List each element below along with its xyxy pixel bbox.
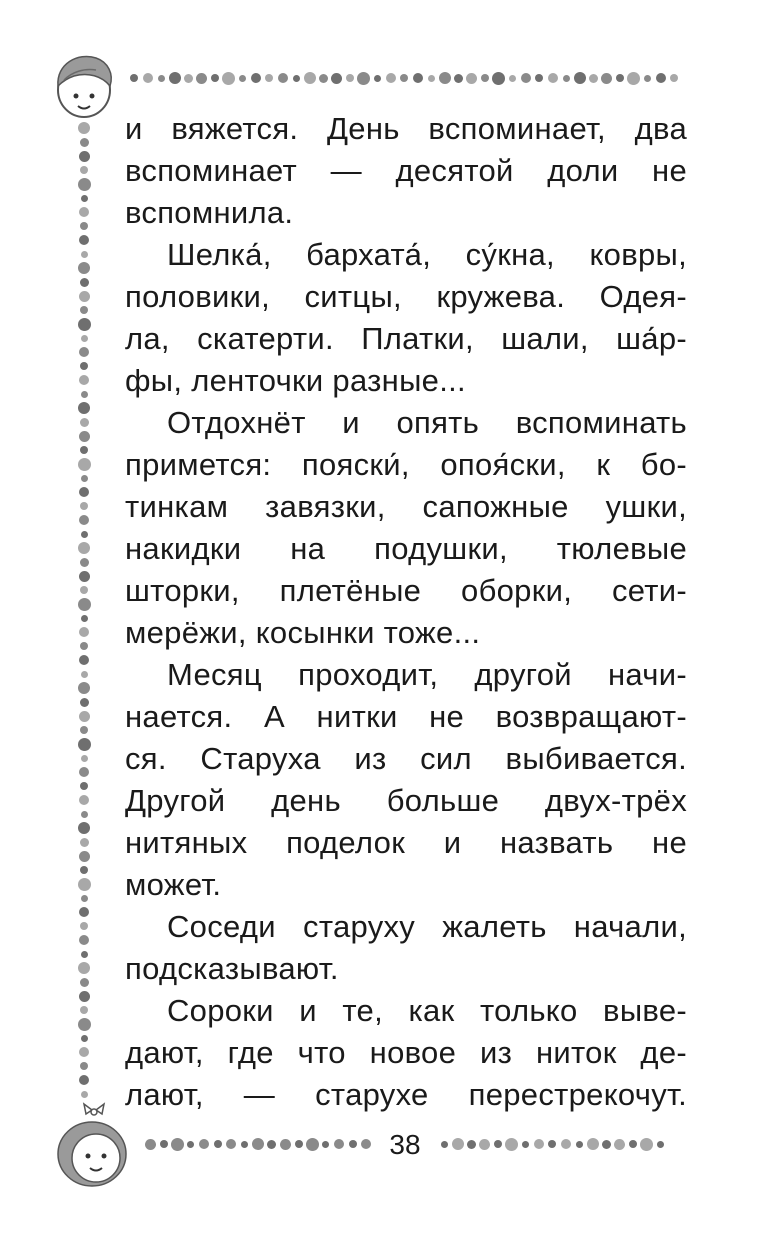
border-dot [80,726,88,734]
border-dot [80,362,88,370]
border-dot [80,1006,88,1014]
border-dot [130,74,138,82]
border-dot [293,75,300,82]
border-dot [226,1139,236,1149]
border-dot [400,74,408,82]
text-line: Соседи старуху жалеть начали, [167,909,687,944]
border-dot [79,235,89,245]
border-dot [78,738,91,751]
border-dot [78,402,90,414]
border-dot [627,72,640,85]
border-dot [78,262,90,274]
border-dot [80,446,88,454]
border-dot [80,306,88,314]
border-dot [79,795,89,805]
border-dot [81,811,88,818]
border-dot [640,1138,653,1151]
text-line: тинкам завязки, сапожные ушки, [125,489,687,524]
border-dot [79,991,90,1002]
text-line: нается. А нитки не возвращают- [125,699,687,734]
border-dot [78,178,91,191]
border-dot [265,74,273,82]
border-dot [79,151,90,162]
border-dot [616,74,624,82]
text-line: Отдохнёт и опять вспоминать [167,405,687,440]
border-dot [481,74,489,82]
border-dot [79,347,89,357]
border-dot [79,291,90,302]
border-dot [522,1141,529,1148]
border-dot [413,73,423,83]
border-dot [169,72,181,84]
border-dot [222,72,235,85]
border-dot [334,1139,344,1149]
border-dot [386,73,396,83]
border-dot [563,75,570,82]
text-line: лают, — старухе перестрекочут. [125,1077,687,1112]
border-dot [346,74,354,82]
text-line: нитяных поделок и назвать не [125,825,687,860]
border-dot [428,75,435,82]
border-dot [80,502,88,510]
border-dot [79,767,89,777]
border-dot [187,1141,194,1148]
border-dot [79,935,89,945]
border-dot [81,251,88,258]
border-dot [479,1139,490,1150]
border-dot [81,951,88,958]
border-dot [280,1139,291,1150]
border-dot [78,1018,91,1031]
border-dot [374,75,381,82]
border-dot [80,838,89,847]
border-dot [656,73,666,83]
border-dot [644,75,651,82]
border-dot [79,1047,89,1057]
border-dot [81,1091,88,1098]
text-line: примется: пояски́, опоя́ски, к бо- [125,447,687,482]
page-text [125,108,687,1116]
border-dot [160,1140,168,1148]
border-dot [357,72,370,85]
text-line: Месяц проходит, другой начи- [167,657,687,692]
border-dot [548,1140,556,1148]
text-line: дают, где что новое из ниток де- [125,1035,687,1070]
border-dot [251,73,261,83]
border-dot [521,73,531,83]
border-dot [79,207,89,217]
border-dot [361,1139,371,1149]
border-dot [81,755,88,762]
border-dot [80,586,88,594]
border-dot [80,278,89,287]
border-dot [78,542,90,554]
text-line: и вяжется. День вспоминает, два [125,111,687,146]
border-dot [184,74,193,83]
border-dot [241,1141,248,1148]
girl-face-top-icon [44,46,124,126]
border-dot [452,1138,464,1150]
border-dot [492,72,505,85]
border-dot [79,431,90,442]
border-dot [614,1139,625,1150]
text-line: Другой день больше двух-трёх [125,783,687,818]
text-line: может. [125,867,222,902]
border-dot [576,1141,583,1148]
border-dot [602,1140,611,1149]
border-dot [80,1062,88,1070]
border-dot [78,318,91,331]
border-dot [211,74,219,82]
border-dot [78,962,90,974]
border-dot [80,866,88,874]
border-dot [670,74,678,82]
border-dot [505,1138,518,1151]
border-dot [80,782,88,790]
border-dot [467,1140,476,1149]
border-dot [78,878,91,891]
border-dot [79,907,89,917]
border-dot [80,166,88,174]
border-dot [79,375,89,385]
border-dot [79,655,89,665]
border-dot [306,1138,319,1151]
border-dot [196,73,207,84]
border-dot [589,74,598,83]
border-dot [79,627,89,637]
border-dot [78,682,90,694]
border-dot [79,1075,89,1085]
border-dot [78,598,91,611]
border-dot [199,1139,209,1149]
border-dot [80,642,88,650]
border-dot [214,1140,222,1148]
border-dot [81,391,88,398]
border-dot [80,558,89,567]
text-line: вспомнила. [125,195,294,230]
border-dot [79,571,90,582]
border-dot [78,458,91,471]
border-dot [534,1139,544,1149]
border-dot [252,1138,264,1150]
border-dot [78,822,90,834]
border-dot [657,1141,664,1148]
border-dot [79,487,89,497]
border-dot [81,615,88,622]
text-line: Шелка́, бархата́, су́кна, ковры, [167,237,687,272]
border-dot [561,1139,571,1149]
border-dot [494,1140,502,1148]
border-dot [81,671,88,678]
text-line: половики, ситцы, кружева. Одея- [125,279,687,314]
border-dot [81,475,88,482]
border-dot [295,1140,303,1148]
border-dot [145,1139,156,1150]
text-line: мерёжи, косынки тоже... [125,615,481,650]
border-dot [509,75,516,82]
border-dot [81,531,88,538]
text-line: ся. Старуха из сил выбивается. [125,741,687,776]
border-dot [80,922,88,930]
border-dot [80,418,89,427]
border-dot [441,1141,448,1148]
border-dot [535,74,543,82]
border-dot [158,75,165,82]
text-line: фы, ленточки разные... [125,363,466,398]
border-dot [322,1141,329,1148]
page-number: 38 [389,1129,421,1160]
text-line: шторки, плетёные оборки, сети- [125,573,687,608]
text-line: вспоминает — десятой доли не [125,153,687,188]
text-line: ла, скатерти. Платки, шали, ша́р- [125,321,687,356]
text-line: Сороки и те, как только выве- [167,993,687,1028]
border-dot [304,72,316,84]
border-dot [601,73,612,84]
border-dot [278,73,288,83]
border-dot [79,851,90,862]
border-dot [349,1140,357,1148]
border-dot [81,335,88,342]
border-dot [629,1140,637,1148]
border-dot [80,222,88,230]
border-dot [454,74,463,83]
border-dot [574,72,586,84]
border-dot [79,515,89,525]
border-dot [81,1035,88,1042]
border-dot [466,73,477,84]
border-dot [239,75,246,82]
border-dot [267,1140,276,1149]
border-dot [80,978,89,987]
border-dot [439,72,451,84]
text-line: подсказывают. [125,951,339,986]
border-dot [81,895,88,902]
border-dot [80,698,89,707]
border-dot [78,122,90,134]
border-dot [80,138,89,147]
border-dot [548,73,558,83]
border-dot [143,73,153,83]
border-dot [587,1138,599,1150]
border-dot [81,195,88,202]
border-dot [79,711,90,722]
border-dot [319,74,328,83]
border-dot [331,73,342,84]
text-line: накидки на подушки, тюлевые [125,531,687,566]
border-dot [171,1138,184,1151]
